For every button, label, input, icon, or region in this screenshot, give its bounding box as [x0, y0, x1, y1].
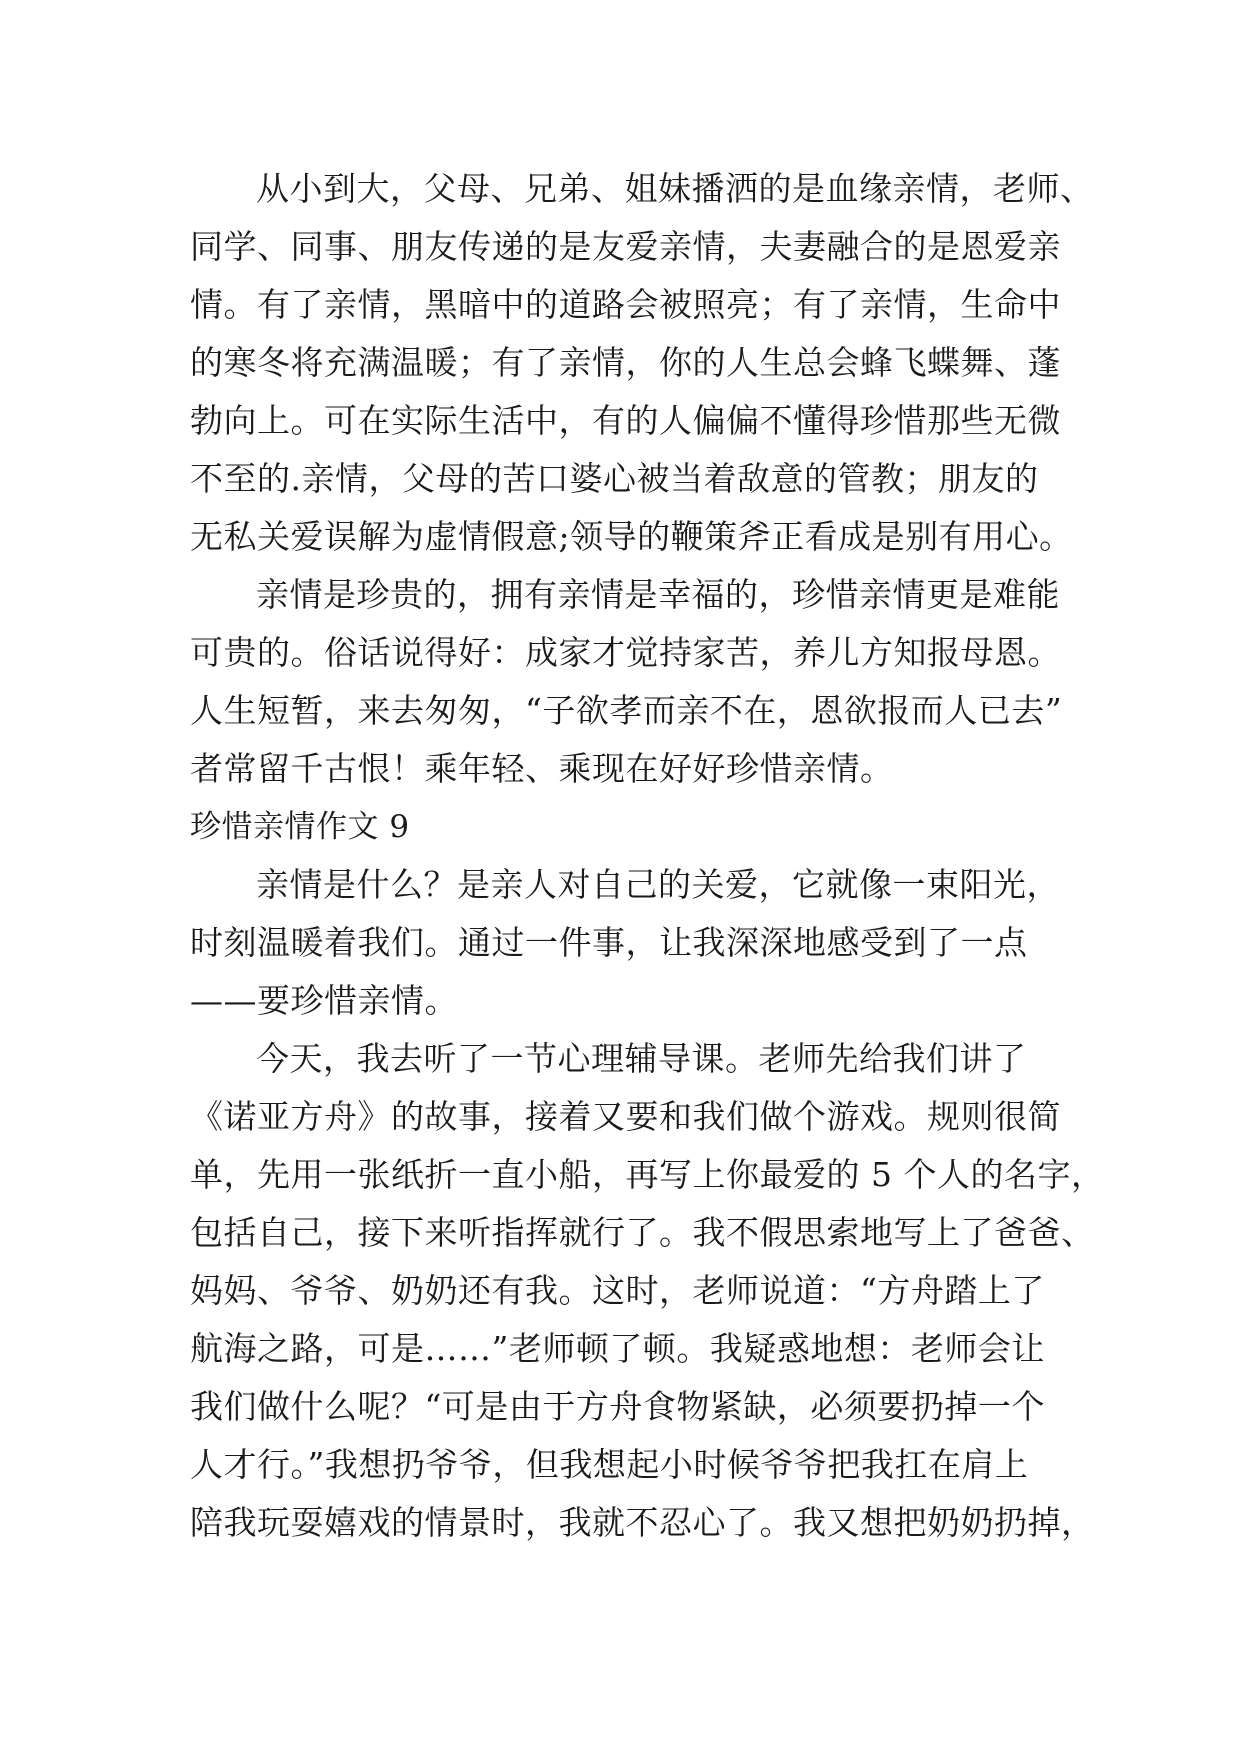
paragraph-4-line-5: 妈妈、爷爷、奶奶还有我。这时，老师说道：“方舟踏上了 — [190, 1271, 1045, 1310]
paragraph-4-line-4: 包括自己，接下来听指挥就行了。我不假思索地写上了爸爸、 — [190, 1213, 1095, 1252]
section-heading: 珍惜亲情作文 9 — [190, 809, 410, 845]
paragraph-1-line-5: 勃向上。可在实际生活中，有的人偏偏不懂得珍惜那些无微 — [190, 401, 1061, 440]
paragraph-3-line-3: ——要珍惜亲情。 — [190, 981, 458, 1020]
paragraph-1-line-4: 的寒冬将充满温暖；有了亲情，你的人生总会蜂飞蝶舞、蓬 — [190, 343, 1061, 382]
paragraph-4-line-3: 单，先用一张纸折一直小船，再写上你最爱的 5 个人的名字， — [190, 1155, 1105, 1194]
paragraph-4-line-7: 我们做什么呢？“可是由于方舟食物紧缺，必须要扔掉一个 — [190, 1387, 1045, 1426]
paragraph-4-line-6: 航海之路，可是……”老师顿了顿。我疑惑地想：老师会让 — [190, 1329, 1045, 1368]
paragraph-1-line-7: 无私关爱误解为虚情假意;领导的鞭策斧正看成是别有用心。 — [190, 517, 1073, 556]
paragraph-3-line-1: 亲情是什么？是亲人对自己的关爱，它就像一束阳光， — [256, 865, 1060, 904]
paragraph-1-line-6: 不至的.亲情，父母的苦口婆心被当着敌意的管教；朋友的 — [190, 459, 1039, 498]
paragraph-1-line-2: 同学、同事、朋友传递的是友爱亲情，夫妻融合的是恩爱亲 — [190, 227, 1061, 266]
paragraph-2-line-4: 者常留千古恨！乘年轻、乘现在好好珍惜亲情。 — [190, 749, 894, 788]
paragraph-2-line-2: 可贵的。俗话说得好：成家才觉持家苦，养儿方知报母恩。 — [190, 633, 1061, 672]
paragraph-1-line-1: 从小到大，父母、兄弟、姐妹播洒的是血缘亲情，老师、 — [256, 169, 1094, 208]
paragraph-1-line-3: 情。有了亲情，黑暗中的道路会被照亮；有了亲情，生命中 — [190, 285, 1061, 324]
paragraph-4-line-9: 陪我玩耍嬉戏的情景时，我就不忍心了。我又想把奶奶扔掉， — [190, 1503, 1095, 1542]
document-page — [190, 160, 1105, 1552]
paragraph-2-line-3: 人生短暂，来去匆匆，“子欲孝而亲不在，恩欲报而人已去” — [190, 691, 1063, 730]
paragraph-4-line-8: 人才行。”我想扔爷爷，但我想起小时候爷爷把我扛在肩上 — [190, 1445, 1029, 1484]
paragraph-2-line-1: 亲情是珍贵的，拥有亲情是幸福的，珍惜亲情更是难能 — [256, 575, 1060, 614]
paragraph-4-line-2: 《诺亚方舟》的故事，接着又要和我们做个游戏。规则很简 — [190, 1097, 1061, 1136]
paragraph-4-line-1: 今天，我去听了一节心理辅导课。老师先给我们讲了 — [256, 1039, 1027, 1078]
paragraph-3-line-2: 时刻温暖着我们。通过一件事，让我深深地感受到了一点 — [190, 923, 1028, 962]
